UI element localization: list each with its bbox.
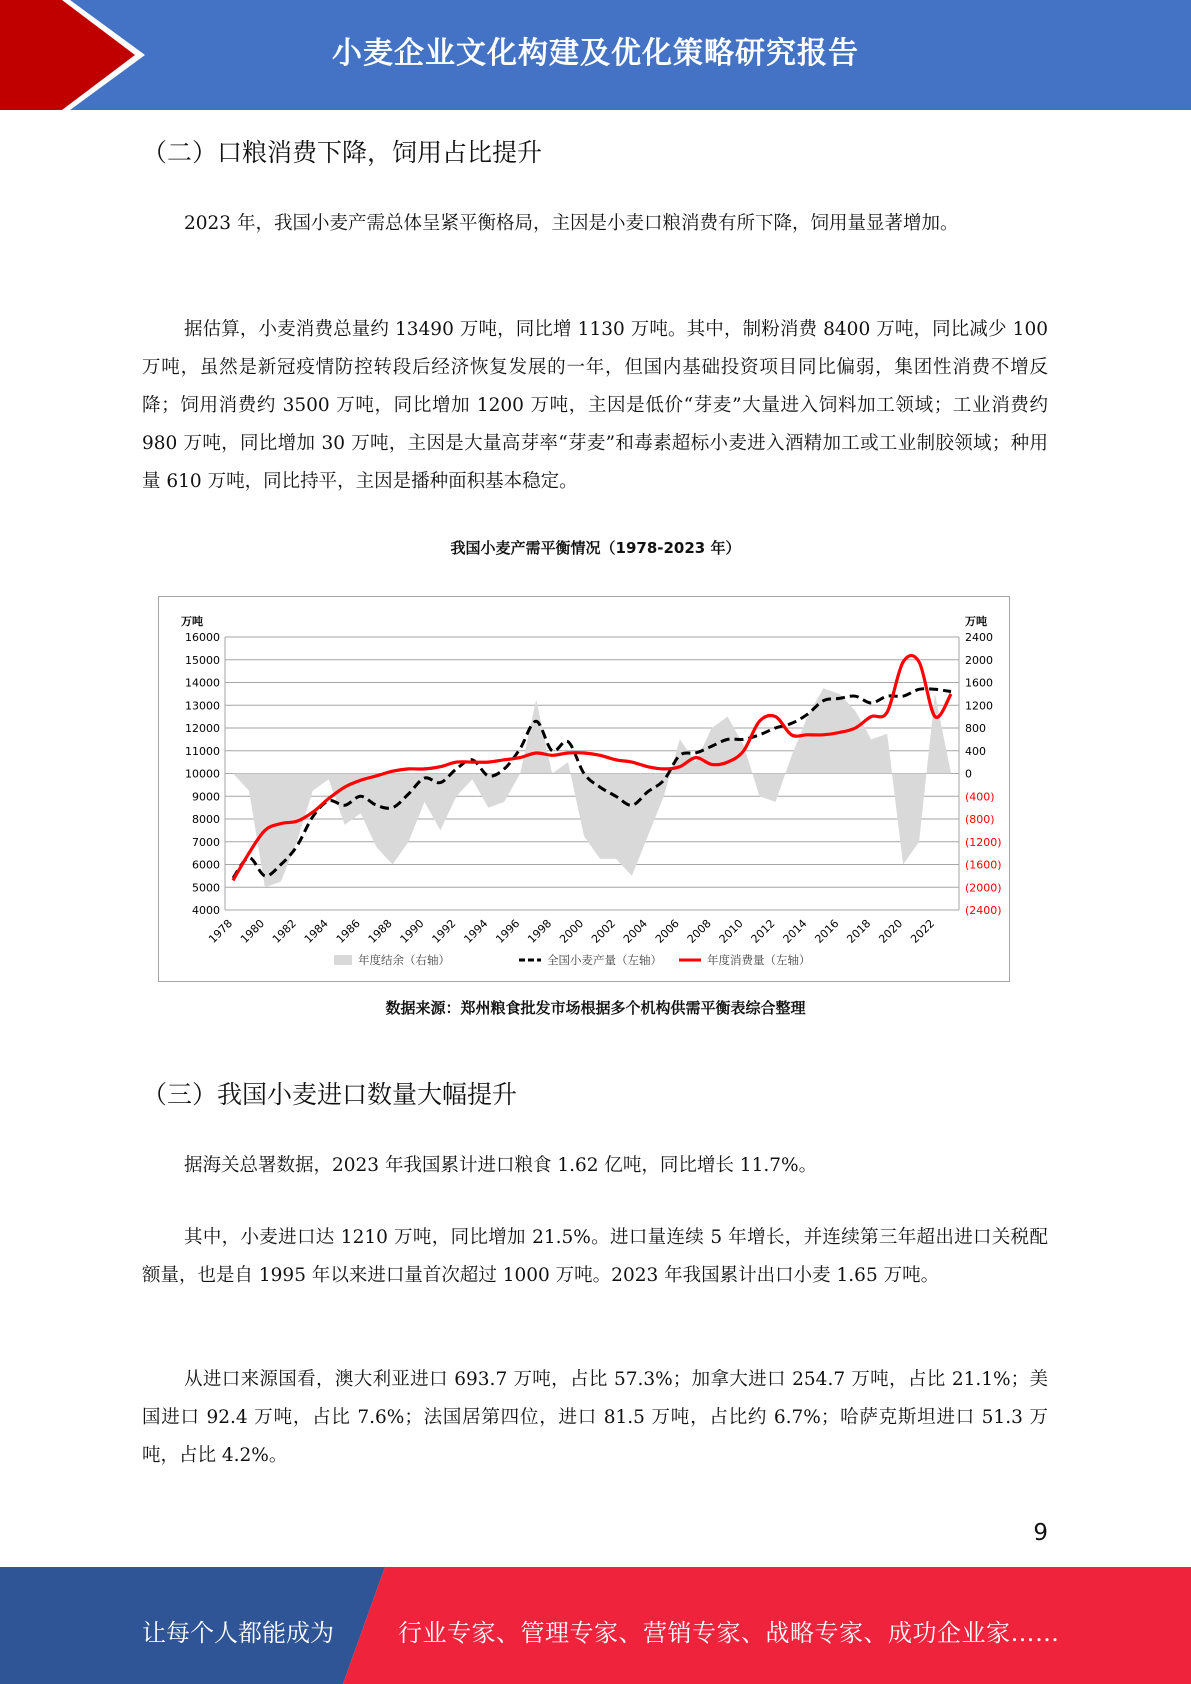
section3-paragraph-1: 据海关总署数据，2023 年我国累计进口粮食 1.62 亿吨，同比增长 11.7%。 [184, 1155, 818, 1176]
x-axis-tick-label: 2022 [908, 916, 938, 946]
right-axis-tick-label: 1200 [965, 699, 993, 713]
footer-slogan-left: 让每个人都能成为 [142, 1619, 334, 1647]
chart-frame [158, 596, 1010, 982]
left-axis-tick-label: 8000 [192, 813, 220, 826]
x-axis-tick-label: 1996 [493, 916, 523, 946]
right-axis-tick-label: 0 [965, 767, 972, 781]
right-axis-tick-label: (400) [965, 790, 995, 804]
left-axis-tick-label: 9000 [192, 790, 220, 804]
left-axis-tick-label: 13000 [185, 699, 220, 713]
right-axis-unit: 万吨 [965, 615, 987, 628]
right-axis-tick-label: (1600) [965, 858, 1002, 872]
right-axis-tick-label: (1200) [965, 835, 1002, 849]
x-axis-tick-label: 2004 [620, 916, 650, 946]
left-axis-tick-label: 5000 [192, 881, 220, 895]
legend-label: 年度消费量（左轴） [707, 953, 811, 967]
page-number: 9 [1033, 1520, 1048, 1546]
left-axis-tick-label: 16000 [185, 631, 220, 644]
left-axis-tick-label: 4000 [192, 904, 220, 917]
left-axis-tick-label: 15000 [185, 653, 220, 667]
x-axis-tick-label: 1988 [365, 916, 395, 946]
x-axis-tick-label: 2012 [748, 916, 778, 946]
left-axis-tick-label: 14000 [185, 676, 220, 690]
x-axis-tick-label: 2002 [589, 916, 619, 946]
right-axis-tick-label: 2000 [965, 653, 993, 667]
chart [159, 597, 1009, 981]
section-heading-3: （三）我国小麦进口数量大幅提升 [142, 1080, 518, 1109]
section3-paragraph-2: 其中，小麦进口达 1210 万吨，同比增加 21.5%。进口量连续 5 年增长，并连续第三年超出进口关税配额量，也是自 1995 年以来进口量首次超过 1000 万吨。2023 年我国累计出口小麦 1.65 万吨。 [142, 1227, 1048, 1286]
section3-paragraph-3: 从进口来源国看，澳大利亚进口 693.7 万吨，占比 57.3%；加拿大进口 254.7 万吨，占比 21.1%；美国进口 92.4 万吨，占比 7.6%；法国居第四位，进口 81.5 万吨，占比约 6.7%；哈萨克斯坦进口 51.3 万吨，占比 4.2%。 [142, 1369, 1048, 1466]
section-heading-2: （二）口粮消费下降，饲用占比提升 [142, 138, 543, 167]
right-axis-tick-label: 800 [965, 722, 986, 735]
x-axis-tick-label: 1980 [238, 916, 268, 946]
chart-title: 我国小麦产需平衡情况（1978-2023 年） [450, 539, 741, 557]
section2-paragraph-1: 2023 年，我国小麦产需总体呈紧平衡格局，主因是小麦口粮消费有所下降，饲用量显著增加。 [184, 213, 959, 234]
left-axis-tick-label: 7000 [192, 835, 220, 849]
page-header [0, 0, 1191, 110]
x-axis-tick-label: 1982 [269, 916, 299, 946]
left-axis-unit: 万吨 [181, 615, 203, 628]
chart-source: 数据来源：郑州粮食批发市场根据多个机构供需平衡表综合整理 [385, 999, 806, 1017]
legend-label: 全国小麦产量（左轴） [547, 953, 662, 967]
section2-paragraph-2: 据估算，小麦消费总量约 13490 万吨，同比增 1130 万吨。其中，制粉消费 8400 万吨，同比减少 100 万吨，虽然是新冠疫情防控转段后经济恢复发展的一年，但国内基础投资项目同比偏弱，集团性消费不增反降；饲用消费约 3500 万吨，同比增加 1200 万吨，主因是低价“芽麦”大量进入饲料加工领域；工业消费约 980 万吨，同比增加 30 万吨，主因是大量高芽率“芽麦”和毒素超标小麦进入酒精加工或工业制胶领域；种用量 610 万吨，同比持平，主因是播种面积基本稳定。 [142, 319, 1048, 492]
x-axis-tick-label: 2018 [844, 916, 874, 946]
x-axis-tick-label: 1992 [429, 916, 459, 946]
x-axis-tick-label: 2006 [652, 916, 682, 946]
right-axis-tick-label: 1600 [965, 676, 993, 690]
left-axis-tick-label: 10000 [185, 767, 220, 781]
report-title: 小麦企业文化构建及优化策略研究报告 [332, 36, 859, 71]
right-axis-tick-label: (800) [965, 813, 995, 826]
footer-slogan-right: 行业专家、管理专家、营销专家、战略专家、成功企业家…… [398, 1619, 1060, 1647]
x-axis-tick-label: 2008 [684, 916, 714, 946]
right-axis-tick-label: 400 [965, 744, 986, 758]
x-axis-tick-label: 1994 [461, 916, 491, 946]
x-axis-tick-label: 2020 [876, 916, 906, 946]
x-axis-tick-label: 2016 [812, 916, 842, 946]
x-axis-tick-label: 1984 [301, 916, 331, 946]
x-axis-tick-label: 2014 [780, 916, 810, 946]
x-axis-tick-label: 1978 [206, 916, 236, 946]
right-axis-tick-label: 2400 [965, 631, 993, 644]
right-axis-tick-label: (2400) [965, 904, 1002, 917]
x-axis-tick-label: 2010 [716, 916, 746, 946]
x-axis-tick-label: 1998 [525, 916, 555, 946]
left-axis-tick-label: 12000 [185, 722, 220, 735]
x-axis-tick-label: 2000 [557, 916, 587, 946]
x-axis-tick-label: 1990 [397, 916, 427, 946]
x-axis-tick-label: 1986 [333, 916, 363, 946]
left-axis-tick-label: 6000 [192, 858, 220, 872]
legend-swatch-surplus [334, 955, 352, 965]
legend-label: 年度结余（右轴） [358, 953, 450, 967]
left-axis-tick-label: 11000 [185, 744, 220, 758]
right-axis-tick-label: (2000) [965, 881, 1002, 895]
